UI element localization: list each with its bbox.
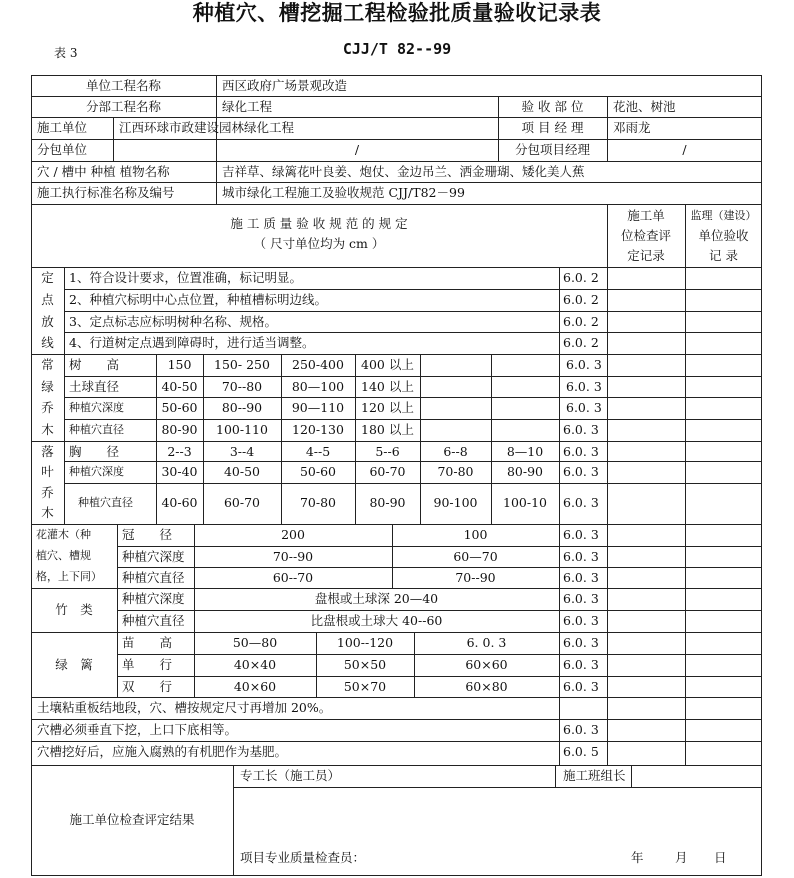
clause-ref: 6.0. 2 [563, 270, 599, 285]
cell: 40×40 [233, 657, 277, 672]
standard-value: 城市绿化工程施工及验收规范 CJJ/T82－99 [222, 185, 465, 200]
shrub-label-2: 植穴、槽规 [36, 549, 91, 562]
cell: 120 以上 [361, 400, 414, 415]
evergreen-label-2: 绿 [41, 379, 54, 394]
bamboo-label: 竹 类 [55, 602, 93, 617]
contractor-check-line3: 定记录 [627, 248, 665, 263]
clause-ref: 6.0. 3 [563, 591, 599, 606]
clause-ref: 6.0. 3 [563, 422, 599, 437]
evergreen-label-4: 木 [41, 422, 54, 437]
deciduous-label-4: 木 [41, 505, 54, 520]
cell: 200 [281, 527, 305, 542]
contractor-label: 施工单位 [37, 120, 88, 135]
clause-ref: 6.0. 3 [563, 657, 599, 672]
foreman-label: 专工长（施工员） [240, 768, 341, 783]
row-name: 种植穴深度 [122, 549, 185, 564]
cell: 50-60 [299, 464, 337, 479]
cell: 80--90 [221, 400, 263, 415]
cell: 80-90 [369, 495, 406, 510]
evergreen-label-3: 乔 [41, 400, 54, 415]
clause-ref: 6.0. 3 [563, 679, 599, 694]
contractor-check-line2: 位检查评 [620, 228, 671, 243]
clause-ref: 6.0. 3 [563, 722, 599, 737]
cell: 8—10 [506, 444, 544, 459]
clause-ref: 6.0. 3 [563, 495, 599, 510]
cell: 50×70 [343, 679, 387, 694]
supervisor-check-line2: 单位验收 [698, 228, 749, 243]
cell: 70--80 [221, 379, 263, 394]
cell: 60×60 [465, 657, 508, 672]
clause-ref: 6.0. 3 [563, 527, 599, 542]
cell: 60-70 [223, 495, 261, 510]
clause-ref: 6.0. 3 [566, 379, 602, 394]
positioning-label-1: 定 [41, 270, 54, 285]
unit-project-value: 西区政府广场景观改造 [222, 78, 348, 93]
sub-project-value: 绿化工程 [222, 99, 273, 114]
cell: 30-40 [161, 464, 198, 479]
cell: 2--3 [167, 444, 192, 459]
clause-ref: 6.0. 5 [563, 744, 599, 759]
contractor-check-line1: 施工单 [627, 208, 665, 223]
table-number: 表 3 [54, 46, 78, 60]
cell: 100--120 [336, 635, 394, 650]
cell: 6--8 [443, 444, 468, 459]
cell: 100-110 [216, 422, 268, 437]
plant-name-value: 吉祥草、绿篱花叶良姜、炮仗、金边吊兰、洒金珊瑚、矮化美人蕉 [222, 164, 585, 179]
clause-ref: 6.0. 3 [563, 613, 599, 628]
spec-title: 施 工 质 量 验 收 规 范 的 规 定 [230, 216, 408, 231]
shrub-label-1: 花灌木（种 [36, 528, 91, 541]
row-name: 种植穴直径 [78, 496, 133, 509]
subcontractor-label: 分包单位 [37, 142, 88, 157]
cell: 盘根或土球深 20—40 [314, 591, 439, 606]
deciduous-label-1: 落 [41, 444, 54, 459]
subcontractor-value: / [354, 142, 360, 157]
clause-ref: 6.0. 3 [566, 357, 602, 372]
row-name: 种植穴深度 [122, 591, 185, 606]
clause-ref: 6.0. 2 [563, 314, 599, 329]
cell: 150- 250 [214, 357, 270, 372]
spec-unit-note: （ 尺寸单位均为 cm ） [253, 236, 385, 251]
cell: 90—110 [291, 400, 345, 415]
cell: 5--6 [375, 444, 400, 459]
clause-ref: 6.0. 2 [563, 335, 599, 350]
clause-ref: 6.0. 3 [563, 635, 599, 650]
clause-ref: 6.0. 3 [563, 570, 599, 585]
cell: 70-80 [437, 464, 474, 479]
date-month: 月 [675, 850, 688, 865]
unit-project-label: 单位工程名称 [85, 78, 161, 93]
cell: 60-70 [369, 464, 406, 479]
cell: 50—80 [232, 635, 278, 650]
project-manager-value: 邓雨龙 [613, 120, 651, 135]
contractor-result-label: 施工单位检查评定结果 [69, 812, 195, 827]
clause-ref: 6.0. 2 [563, 292, 599, 307]
row-name: 胸 径 [69, 444, 120, 459]
row-name: 种植穴直径 [122, 570, 185, 585]
standard-label: 施工执行标准名称及编号 [37, 185, 175, 200]
row-name: 双 行 [122, 679, 173, 694]
deciduous-label-3: 乔 [41, 485, 54, 500]
cell: 40-60 [161, 495, 198, 510]
row-name: 种植穴直径 [122, 613, 185, 628]
clause-ref: 6.0. 3 [563, 549, 599, 564]
acceptance-part-value: 花池、树池 [613, 99, 676, 114]
deciduous-label-2: 叶 [41, 464, 54, 479]
cell: 100-10 [503, 495, 547, 510]
shrub-label-3: 格，上下同） [36, 570, 102, 583]
positioning-item-text: 2、种植穴标明中心点位置，种植槽标明边线。 [69, 292, 327, 307]
sub-project-manager-value: / [682, 142, 687, 157]
note-text: 穴槽必须垂直下挖，上口下底相等。 [37, 722, 238, 737]
row-name: 苗 高 [122, 635, 173, 650]
acceptance-part-label: 验 收 部 位 [521, 99, 584, 114]
note-text: 土壤粘重板结地段，穴、槽按规定尺寸再增加 20%。 [37, 700, 332, 715]
cell: 100 [463, 527, 488, 542]
cell: 50×50 [343, 657, 387, 672]
row-name: 冠 径 [122, 527, 173, 542]
positioning-label-2: 点 [41, 292, 54, 307]
cell: 80-90 [161, 422, 198, 437]
cell: 60--70 [272, 570, 314, 585]
evergreen-label-1: 常 [41, 357, 54, 372]
clause-ref: 6.0. 3 [563, 444, 599, 459]
clause-ref: 6.0. 3 [566, 400, 602, 415]
team-leader-label: 施工班组长 [563, 768, 626, 783]
cell: 4--5 [305, 444, 331, 459]
supervisor-check-line1: 监理（建设） [690, 209, 757, 222]
cell: 140 以上 [361, 379, 414, 394]
hedge-label: 绿 篱 [55, 657, 93, 672]
cell: 3--4 [229, 444, 255, 459]
row-name: 树 高 [69, 357, 120, 372]
sub-project-manager-label: 分包项目经理 [514, 142, 590, 157]
positioning-label-4: 线 [41, 335, 54, 350]
clause-ref: 6.0. 3 [563, 464, 599, 479]
cell: 50-60 [161, 400, 198, 415]
positioning-item-text: 1、符合设计要求，位置准确，标记明显。 [69, 270, 302, 285]
quality-inspector-label: 项目专业质量检查员： [240, 850, 366, 865]
cell: 80-90 [506, 464, 544, 479]
row-name: 种植穴直径 [69, 423, 124, 436]
cell: 40-50 [161, 379, 198, 394]
date-year: 年 [631, 850, 644, 865]
cell: 250-400 [292, 357, 344, 372]
plant-name-label: 穴 / 槽中 种植 植物名称 [37, 164, 170, 179]
row-name: 土球直径 [69, 379, 120, 394]
date-day: 日 [714, 850, 727, 865]
sub-project-label: 分部工程名称 [85, 99, 161, 114]
cell: 70-80 [299, 495, 337, 510]
cell: 60—70 [453, 549, 498, 564]
cell: 40-50 [223, 464, 261, 479]
positioning-item-text: 3、定点标志应标明树种名称、规格。 [69, 314, 277, 329]
standard-code: CJJ/T 82--99 [342, 40, 452, 58]
cell: 70--90 [272, 549, 314, 564]
cell: 400 以上 [361, 357, 414, 372]
row-name: 单 行 [122, 657, 173, 672]
positioning-label-3: 放 [41, 314, 54, 329]
note-text: 穴槽挖好后，应施入腐熟的有机肥作为基肥。 [37, 744, 288, 759]
cell: 90-100 [433, 495, 478, 510]
cell: 40×60 [233, 679, 277, 694]
cell: 比盘根或土球大 40--60 [310, 613, 443, 628]
row-name: 种植穴深度 [69, 401, 124, 414]
cell: 150 [167, 357, 192, 372]
supervisor-check-line3: 记 录 [709, 248, 738, 263]
page-title: 种植穴、槽挖掘工程检验批质量验收记录表 [192, 1, 602, 25]
cell: 60×80 [465, 679, 508, 694]
row-name: 种植穴深度 [69, 465, 124, 478]
cell: 80—100 [291, 379, 345, 394]
cell: 70--90 [455, 570, 496, 585]
cell: 180 以上 [361, 422, 414, 437]
contractor-value: 江西环球市政建设园林绿化工程 [119, 120, 295, 135]
project-manager-label: 项 目 经 理 [521, 120, 584, 135]
cell: 120-130 [292, 422, 344, 437]
cell: 6. 0. 3 [466, 635, 507, 650]
positioning-item-text: 4、行道树定点遇到障碍时，进行适当调整。 [69, 335, 315, 350]
